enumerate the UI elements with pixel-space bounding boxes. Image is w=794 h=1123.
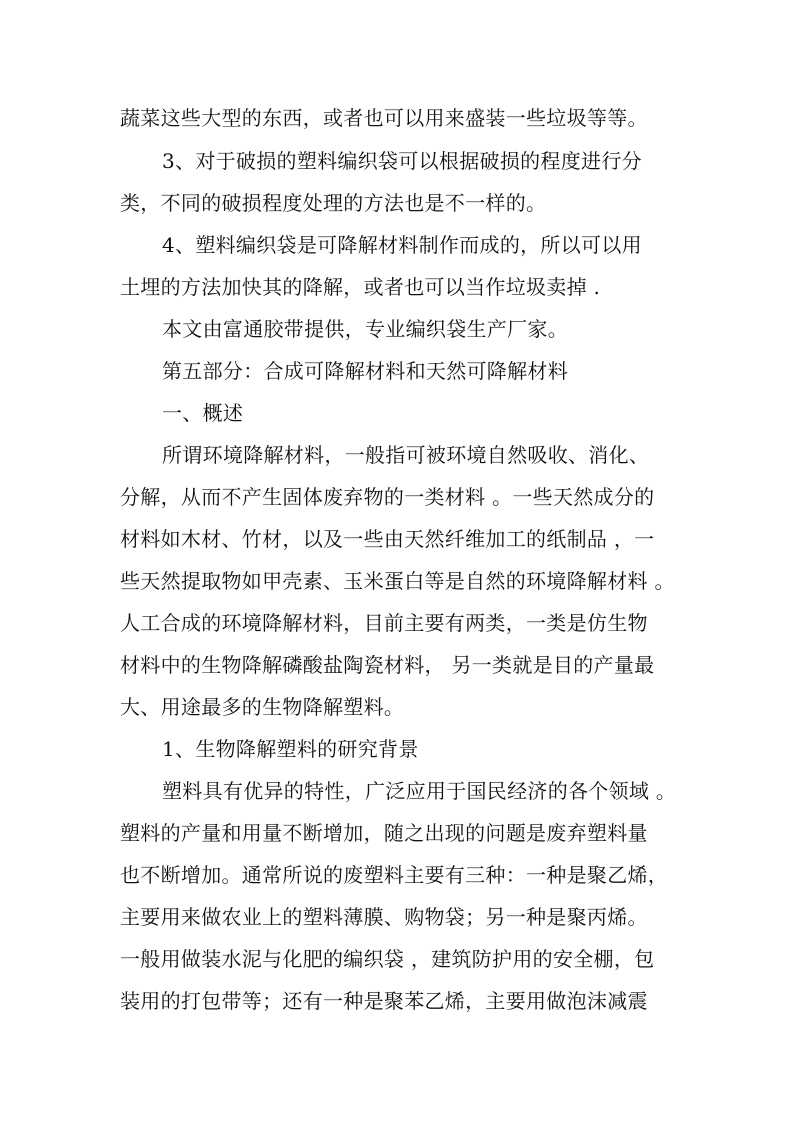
text-line: 分解，从而不产生固体废弃物的一类材料 。一些天然成分的 <box>120 485 655 509</box>
text-line: 塑料具有优异的特性，广泛应用于国民经济的各个领域 。 <box>162 779 677 803</box>
text-line: 蔬菜这些大型的东西，或者也可以用来盛装一些垃圾等等。 <box>120 106 648 130</box>
subsection-heading: 一、概述 <box>162 401 244 425</box>
subsection-heading: 1、生物降解塑料的研究背景 <box>162 737 419 761</box>
text-line: 人工合成的环境降解材料，目前主要有两类，一类是仿生物 <box>120 611 648 635</box>
text-line: 材料中的生物降解磷酸盐陶瓷材料， 另一类就是目的产量最 <box>120 653 655 677</box>
text-line: 装用的打包带等；还有一种是聚苯乙烯，主要用做泡沫减震 <box>120 989 648 1013</box>
text-line: 一般用做装水泥与化肥的编织袋 ，建筑防护用的安全棚，包 <box>120 947 655 971</box>
text-line: 4、塑料编织袋是可降解材料制作而成的，所以可以用 <box>162 233 642 257</box>
text-line: 材料如木材、竹材，以及一些由天然纤维加工的纸制品 ，一 <box>120 527 655 551</box>
text-line: 所谓环境降解材料，一般指可被环境自然吸收、消化、 <box>162 443 650 467</box>
text-line: 主要用来做农业上的塑料薄膜、购物袋；另一种是聚丙烯。 <box>120 905 648 929</box>
text-line: 类，不同的破损程度处理的方法也是不一样的。 <box>120 191 547 215</box>
text-line: 3、对于破损的塑料编织袋可以根据破损的程度进行分 <box>162 149 642 173</box>
text-line: 也不断增加。通常所说的废塑料主要有三种：一种是聚乙烯， <box>120 863 669 887</box>
text-line: 大、用途最多的生物降解塑料。 <box>120 695 405 719</box>
text-line: 塑料的产量和用量不断增加，随之出现的问题是废弃塑料量 <box>120 821 648 845</box>
text-line: 些天然提取物如甲壳素、玉米蛋白等是自然的环境降解材料 。 <box>120 569 675 593</box>
text-line: 本文由富通胶带提供，专业编织袋生产厂家。 <box>162 317 568 341</box>
section-heading: 第五部分：合成可降解材料和天然可降解材料 <box>162 359 568 383</box>
text-line: 土埋的方法加快其的降解，或者也可以当作垃圾卖掉 . <box>120 275 601 299</box>
